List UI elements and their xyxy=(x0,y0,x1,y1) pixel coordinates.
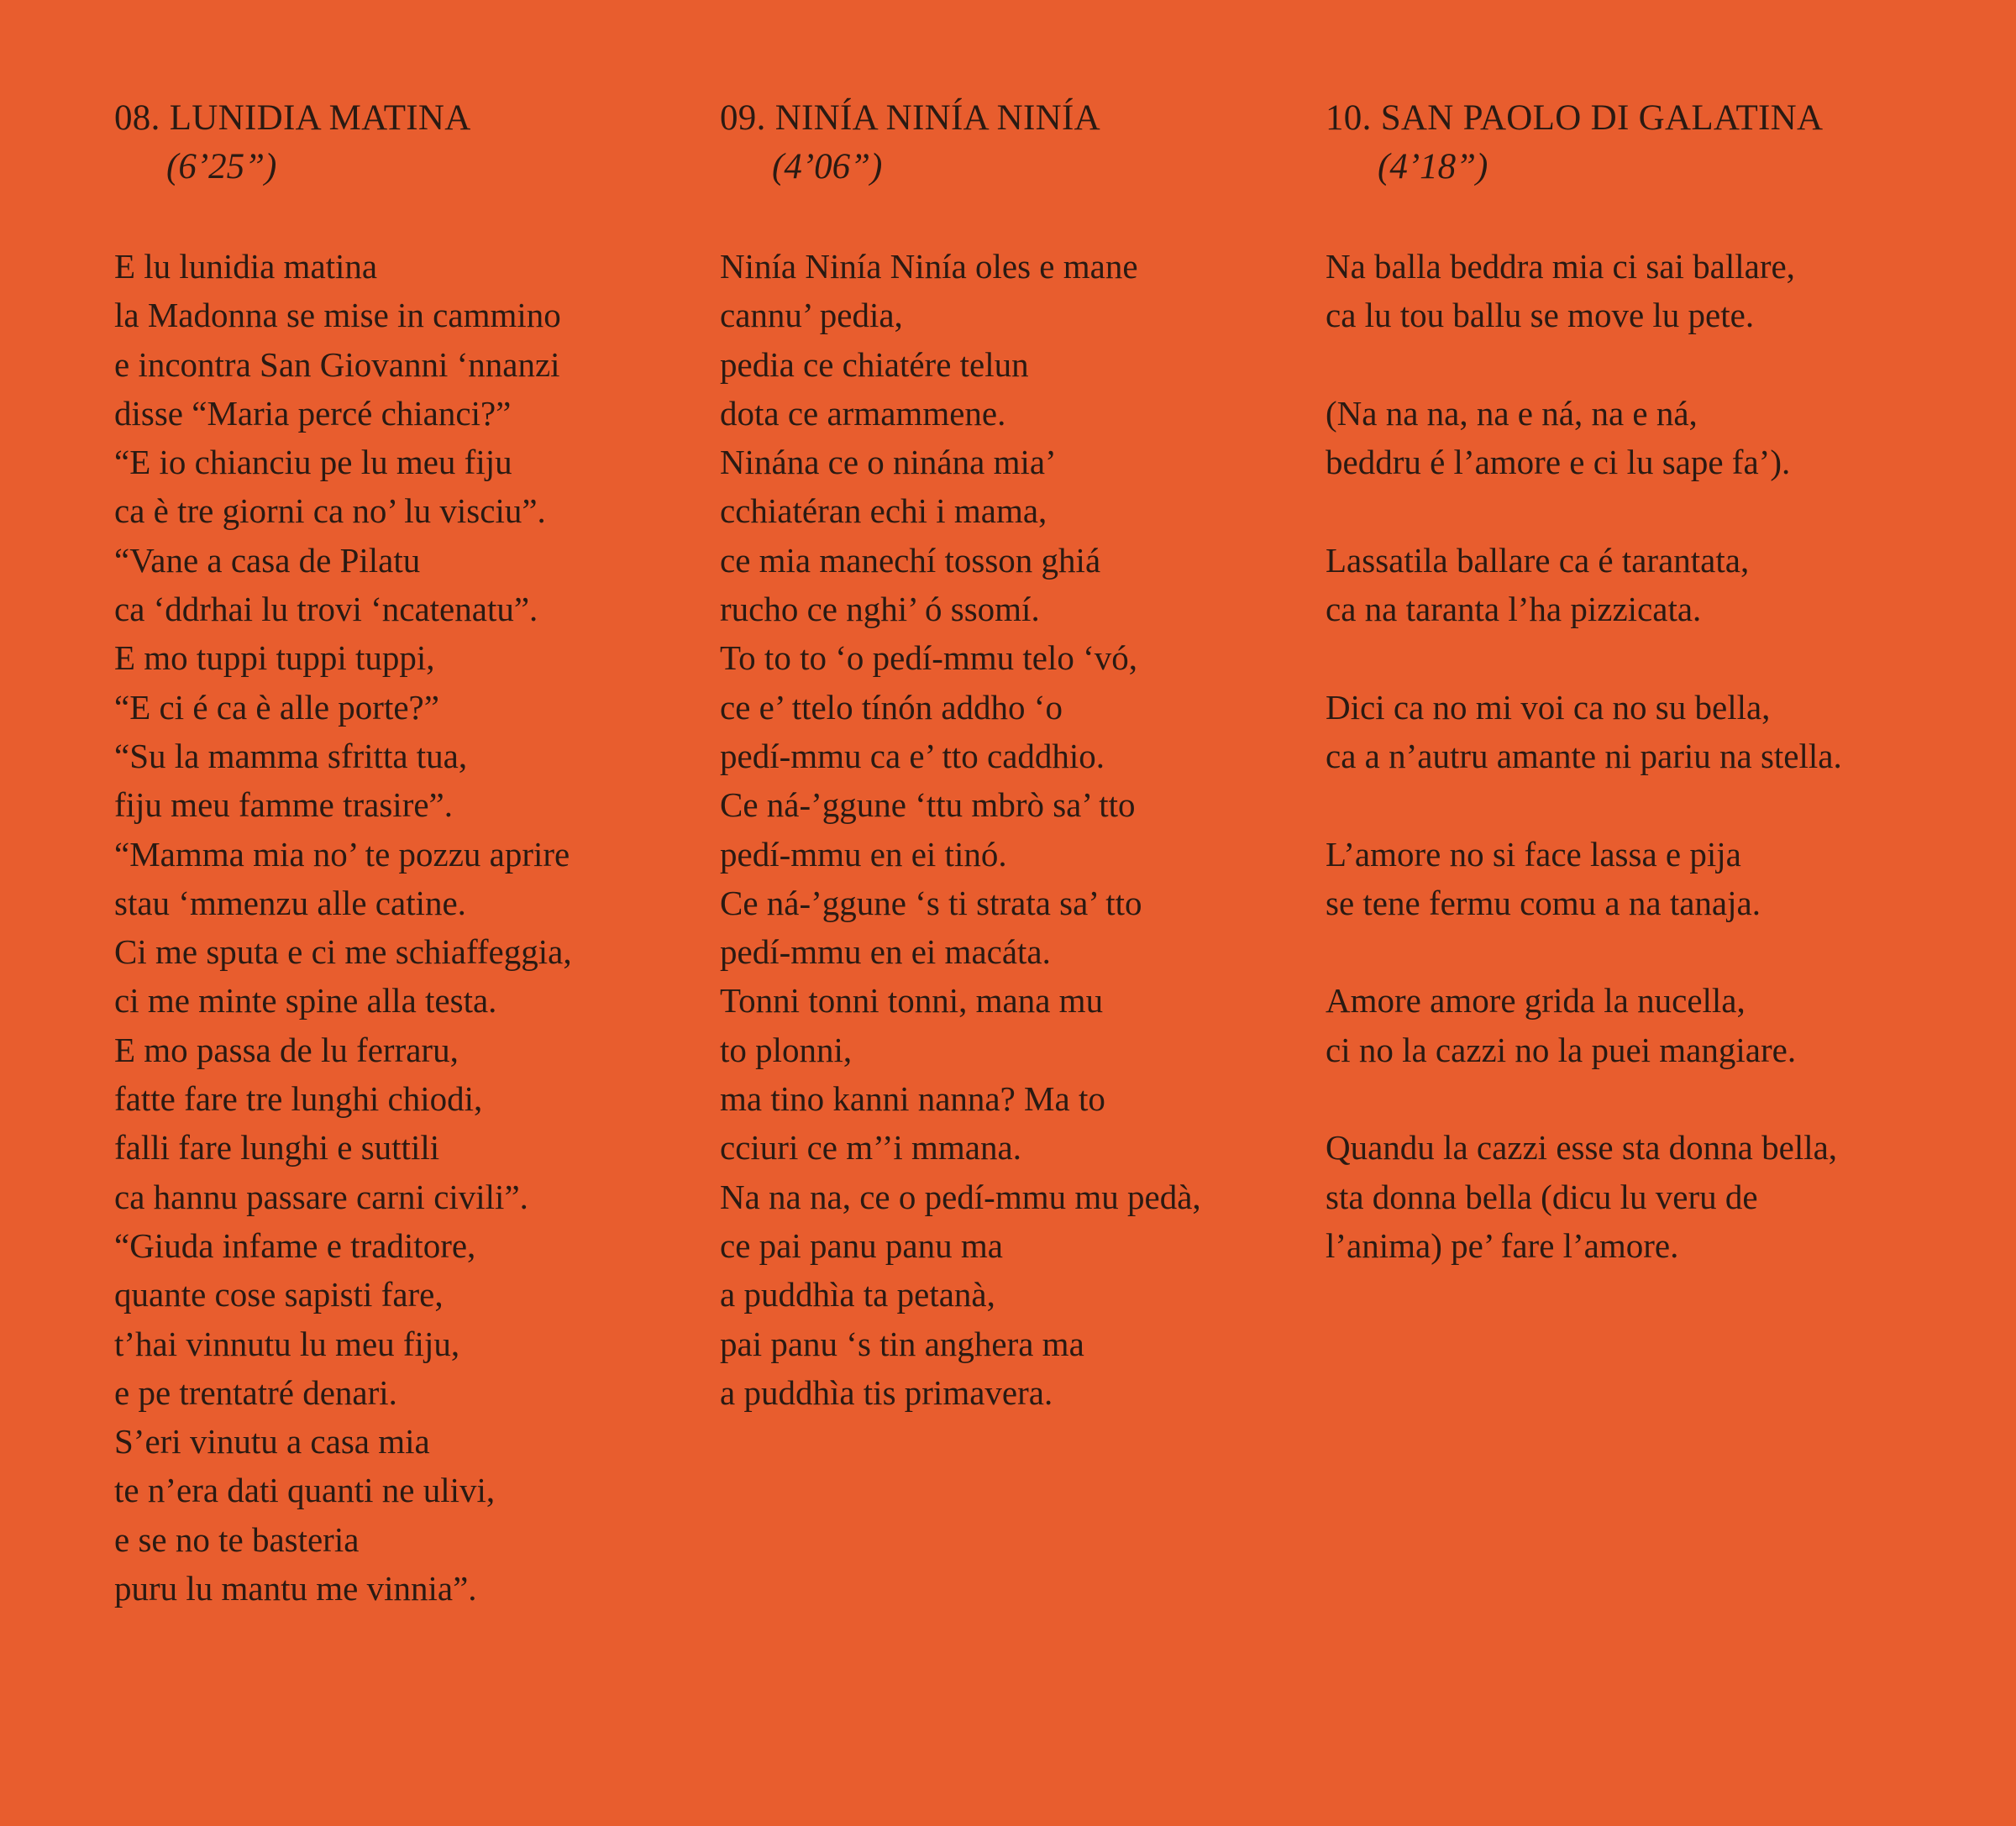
song-column-10 xyxy=(1326,94,1964,1270)
song-lyrics xyxy=(720,242,1308,1417)
lyric-line: pedí-mmu en ei macáta. xyxy=(720,932,1051,972)
lyric-line: ca è tre giorni ca no’ lu visciu”. xyxy=(114,491,546,531)
song-duration: (6’25”) xyxy=(166,147,277,186)
lyric-line: falli fare lunghi e suttili xyxy=(114,1128,440,1167)
lyric-line: ca lu tou ballu se move lu pete. xyxy=(1326,296,1755,335)
lyric-line: l’anima) pe’ fare l’amore. xyxy=(1326,1225,1679,1265)
lyric-line: e pe trentatré denari. xyxy=(114,1372,397,1412)
lyric-line: disse “Maria percé chianci?” xyxy=(114,393,512,433)
lyric-line: Ci me sputa e ci me schiaffeggia, xyxy=(114,932,572,972)
lyric-line: Ce ná-’ggune ‘ttu mbrò sa’ tto xyxy=(720,785,1136,825)
lyric-line: E lu lunidia matina xyxy=(114,247,378,286)
lyric-line: ce e’ ttelo tínón addho ‘o xyxy=(720,687,1063,727)
song-title: 08. LUNIDIA MATINA xyxy=(114,98,471,138)
lyric-line: sta donna bella (dicu lu veru de xyxy=(1326,1177,1758,1216)
lyric-line: quante cose sapisti fare, xyxy=(114,1275,444,1314)
lyric-line: e se no te basteria xyxy=(114,1519,360,1559)
lyric-line: Quandu la cazzi esse sta donna bella, xyxy=(1326,1128,1838,1167)
lyric-line: cciuri ce m’’i mmana. xyxy=(720,1128,1021,1167)
lyric-line: ce mia manechí tosson ghiá xyxy=(720,540,1101,580)
lyric-line: rucho ce nghi’ ó ssomí. xyxy=(720,590,1040,629)
lyric-line: Na balla beddra mia ci sai ballare, xyxy=(1326,247,1795,286)
lyric-line: fatte fare tre lunghi chiodi, xyxy=(114,1079,483,1119)
lyric-line: Ninána ce o ninána mia’ xyxy=(720,443,1057,482)
lyric-line: ca hannu passare carni civili”. xyxy=(114,1177,528,1216)
lyric-line: Amore amore grida la nucella, xyxy=(1326,981,1746,1021)
lyric-line: S’eri vinutu a casa mia xyxy=(114,1422,430,1461)
lyric-line: cannu’ pedia, xyxy=(720,296,903,335)
lyric-line: pai panu ‘s tin anghera ma xyxy=(720,1324,1084,1363)
stanza-break xyxy=(1326,633,1964,682)
lyric-line: la Madonna se mise in cammino xyxy=(114,296,561,335)
lyric-line: E mo passa de lu ferraru, xyxy=(114,1030,459,1069)
lyric-line: Dici ca no mi voi ca no su bella, xyxy=(1326,687,1771,727)
song-duration: (4’06”) xyxy=(772,147,883,186)
lyric-line: a puddhìa ta petanà, xyxy=(720,1275,995,1314)
lyric-line: te n’era dati quanti ne ulivi, xyxy=(114,1471,496,1510)
lyric-line: “Giuda infame e traditore, xyxy=(114,1225,476,1265)
lyric-line: E mo tuppi tuppi tuppi, xyxy=(114,638,435,678)
song-lyrics xyxy=(114,242,702,1613)
lyric-line: e incontra San Giovanni ‘nnanzi xyxy=(114,344,560,384)
lyric-line: ca ‘ddrhai lu trovi ‘ncatenatu”. xyxy=(114,590,538,629)
lyric-line: fiju meu famme trasire”. xyxy=(114,785,453,825)
stanza-break xyxy=(1326,486,1964,535)
lyric-line: pedia ce chiatére telun xyxy=(720,344,1029,384)
lyric-line: Ce ná-’ggune ‘s ti strata sa’ tto xyxy=(720,883,1142,922)
lyric-line: Ninía Ninía Ninía oles e mane xyxy=(720,247,1138,286)
lyric-line: puru lu mantu me vinnia”. xyxy=(114,1569,477,1608)
lyric-line: beddru é l’amore e ci lu sape fa’). xyxy=(1326,443,1791,482)
lyric-line: (Na na na, na e ná, na e ná, xyxy=(1326,393,1698,433)
lyric-line: Na na na, ce o pedí-mmu mu pedà, xyxy=(720,1177,1201,1216)
song-duration: (4’18”) xyxy=(1378,147,1488,186)
lyric-line: ci no la cazzi no la puei mangiare. xyxy=(1326,1030,1797,1069)
lyric-line: “Vane a casa de Pilatu xyxy=(114,540,421,580)
lyric-line: a puddhìa tis primavera. xyxy=(720,1372,1053,1412)
lyric-line: pedí-mmu ca e’ tto caddhio. xyxy=(720,736,1105,775)
stanza-break xyxy=(1326,927,1964,976)
lyric-line: dota ce armammene. xyxy=(720,393,1006,433)
lyric-line: “E ci é ca è alle porte?” xyxy=(114,687,439,727)
lyric-line: stau ‘mmenzu alle catine. xyxy=(114,883,466,922)
song-column-09 xyxy=(720,94,1308,1417)
lyric-line: “Su la mamma sfritta tua, xyxy=(114,736,468,775)
lyric-line: pedí-mmu en ei tinó. xyxy=(720,834,1007,874)
song-title: 10. SAN PAOLO DI GALATINA xyxy=(1326,98,1824,138)
lyric-line: Lassatila ballare ca é tarantata, xyxy=(1326,540,1750,580)
lyric-line: ce pai panu panu ma xyxy=(720,1225,1003,1265)
lyric-line: To to to ‘o pedí-mmu telo ‘vó, xyxy=(720,638,1138,678)
lyric-line: se tene fermu comu a na tanaja. xyxy=(1326,883,1761,922)
lyric-line: ci me minte spine alla testa. xyxy=(114,981,497,1021)
song-title: 09. NINÍA NINÍA NINÍA xyxy=(720,98,1100,138)
lyric-line: “Mamma mia no’ te pozzu aprire xyxy=(114,834,570,874)
lyric-line: ca a n’autru amante ni pariu na stella. xyxy=(1326,736,1842,775)
lyric-line: “E io chianciu pe lu meu fiju xyxy=(114,443,512,482)
lyric-line: t’hai vinnutu lu meu fiju, xyxy=(114,1324,460,1363)
lyric-line: Tonni tonni tonni, mana mu xyxy=(720,981,1104,1021)
song-column-08 xyxy=(114,94,702,1613)
stanza-break xyxy=(1326,1074,1964,1123)
lyric-line: L’amore no si face lassa e pija xyxy=(1326,834,1741,874)
lyric-line: ca na taranta l’ha pizzicata. xyxy=(1326,590,1702,629)
lyric-line: to plonni, xyxy=(720,1030,853,1069)
lyric-line: cchiatéran echi i mama, xyxy=(720,491,1047,531)
stanza-break xyxy=(1326,780,1964,829)
stanza-break xyxy=(1326,340,1964,389)
song-lyrics xyxy=(1326,242,1964,1270)
lyric-line: ma tino kanni nanna? Ma to xyxy=(720,1079,1105,1119)
